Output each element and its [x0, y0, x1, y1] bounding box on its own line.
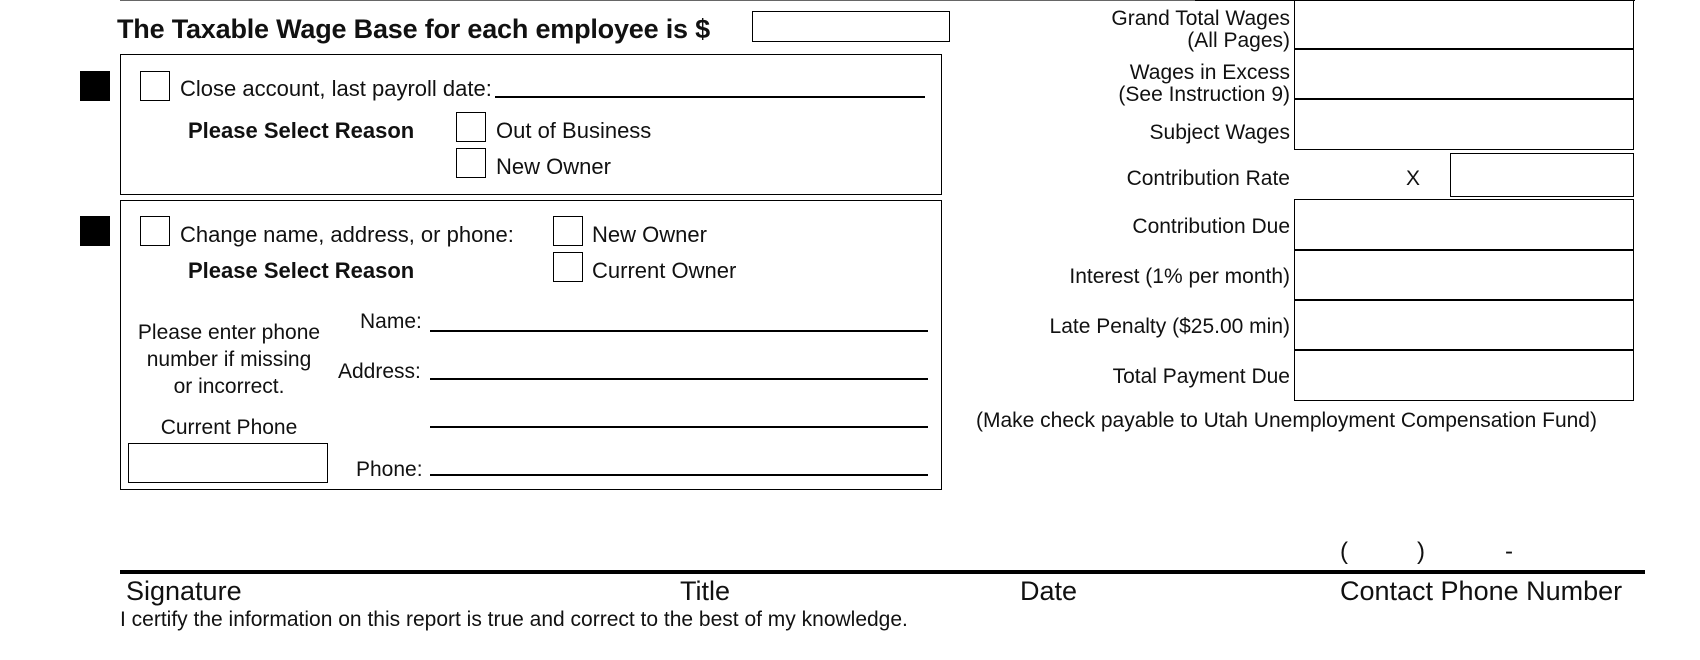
close-reason-label: Please Select Reason [188, 118, 415, 143]
phone-note [130, 319, 328, 400]
phone-close-paren: ) [1417, 538, 1425, 565]
name-field[interactable] [430, 330, 928, 332]
contribution-due-label: Contribution Due [1132, 215, 1290, 238]
name-label: Name: [360, 310, 422, 333]
grand-total-label-line-1: Grand Total Wages [1111, 7, 1290, 30]
late-penalty-label: Late Penalty ($25.00 min) [1049, 315, 1290, 338]
wages-excess-label [1118, 62, 1290, 106]
phone-field[interactable] [430, 474, 928, 476]
wages-excess-label-line-2: (See Instruction 9) [1118, 83, 1290, 106]
section-marker-close [80, 71, 110, 101]
phone-note-line-2: number if missing [146, 348, 312, 371]
phone-note-line-1: Please enter phone [137, 321, 321, 344]
grand-total-label-line-2: (All Pages) [1187, 29, 1290, 52]
top-divider [120, 0, 1195, 1]
taxable-wage-base-label: The Taxable Wage Base for each employee is $ [117, 14, 710, 44]
signature-label: Signature [126, 576, 242, 606]
address-field-line-2[interactable] [430, 426, 928, 428]
title-label: Title [680, 576, 731, 606]
grand-total-input[interactable] [1294, 0, 1634, 50]
contribution-rate-label: Contribution Rate [1126, 167, 1290, 190]
interest-label: Interest (1% per month) [1069, 265, 1290, 288]
out-of-business-label: Out of Business [496, 118, 652, 143]
change-new-owner-label: New Owner [592, 222, 707, 247]
out-of-business-checkbox[interactable] [456, 112, 486, 142]
phone-label: Phone: [356, 458, 423, 481]
change-info-label: Change name, address, or phone: [180, 222, 514, 247]
phone-open-paren: ( [1340, 538, 1348, 565]
address-field-line-1[interactable] [430, 378, 928, 380]
payable-note: (Make check payable to Utah Unemployment Compensation Fund) [976, 409, 1597, 432]
wages-excess-label-line-1: Wages in Excess [1129, 61, 1290, 84]
current-phone-label: Current Phone [160, 416, 298, 439]
address-label: Address: [338, 360, 421, 383]
contribution-rate-input[interactable] [1450, 153, 1634, 197]
contact-phone-label: Contact Phone Number [1340, 576, 1623, 606]
late-penalty-input[interactable] [1294, 299, 1634, 351]
contribution-due-input[interactable] [1294, 199, 1634, 251]
change-info-checkbox[interactable] [140, 216, 170, 246]
subject-wages-label: Subject Wages [1149, 121, 1290, 144]
section-marker-change [80, 216, 110, 246]
close-account-label: Close account, last payroll date: [180, 76, 492, 101]
signature-line[interactable] [120, 570, 1645, 574]
close-new-owner-checkbox[interactable] [456, 148, 486, 178]
current-owner-label: Current Owner [592, 258, 737, 283]
total-payment-input[interactable] [1294, 349, 1634, 401]
phone-dash: - [1505, 538, 1513, 565]
wages-excess-input[interactable] [1294, 48, 1634, 100]
grand-total-label [1111, 8, 1290, 52]
subject-wages-input[interactable] [1294, 98, 1634, 150]
current-phone-input[interactable] [128, 443, 328, 483]
change-new-owner-checkbox[interactable] [553, 216, 583, 246]
certify-statement: I certify the information on this report is true and correct to the best of my knowledge. [120, 608, 908, 631]
last-payroll-date-field[interactable] [495, 96, 925, 98]
close-account-checkbox[interactable] [140, 71, 170, 101]
close-new-owner-label: New Owner [496, 154, 611, 179]
interest-input[interactable] [1294, 249, 1634, 301]
multiply-sign: X [1406, 167, 1421, 190]
current-owner-checkbox[interactable] [553, 252, 583, 282]
total-payment-label: Total Payment Due [1112, 365, 1290, 388]
phone-note-line-3: or incorrect. [173, 375, 285, 398]
date-label: Date [1020, 576, 1078, 606]
taxable-wage-base-input[interactable] [752, 11, 950, 42]
change-reason-label: Please Select Reason [188, 258, 415, 283]
